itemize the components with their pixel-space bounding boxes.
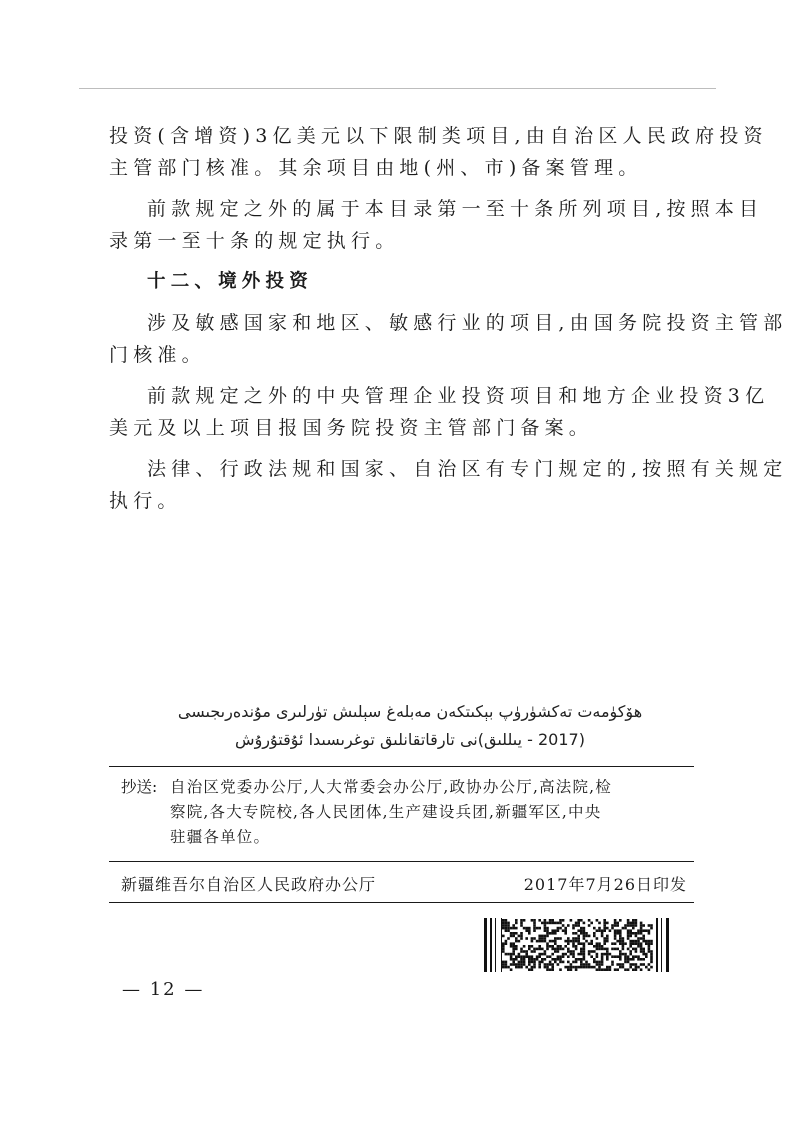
paragraph-gap <box>109 184 694 193</box>
document-body <box>109 120 788 526</box>
issuing-office: 新疆维吾尔自治区人民政府办公厅 <box>121 875 377 894</box>
footer-top-rule <box>109 861 694 862</box>
distribution-line: 察院,各大专院校,各人民团体,生产建设兵团,新疆军区,中央 <box>170 803 602 821</box>
paragraph-gap <box>109 517 694 526</box>
distribution-line: 驻疆各单位。 <box>170 828 271 846</box>
body-line: 投资(含增资)3亿美元以下限制类项目,由自治区人民政府投资 <box>109 125 768 147</box>
section-heading: 十二、境外投资 <box>147 271 313 292</box>
paragraph-gap <box>109 371 694 380</box>
paragraph-gap <box>109 257 694 266</box>
qr-barcode-image <box>484 918 672 972</box>
footer-bottom-rule <box>109 902 694 903</box>
body-line: 涉及敏感国家和地区、敏感行业的项目,由国务院投资主管部 <box>147 312 788 334</box>
distribution-label: 抄送: <box>121 778 158 796</box>
body-line: 门核准。 <box>109 344 206 366</box>
body-line: 录第一至十条的规定执行。 <box>109 230 400 252</box>
distribution-line: 自治区党委办公厅,人大常委会办公厅,政协办公厅,高法院,检 <box>170 778 613 796</box>
header-rule <box>79 88 716 89</box>
paragraph-gap <box>109 444 694 453</box>
uyghur-title-line-1: ھۆكۈمەت تەكشۈرۈپ بېكىتكەن مەبلەغ سېلىش تۈرلىرى مۇندەرىجىسى <box>177 702 643 721</box>
paragraph-gap <box>109 298 694 307</box>
page-number: — 12 — <box>122 979 205 1000</box>
body-line: 法律、行政法规和国家、自治区有专门规定的,按照有关规定 <box>147 458 788 480</box>
uyghur-title-line-2: (2017 - يىللىق)نى تارقاتقانلىق توغرىسىدا ئۇقتۇرۇش <box>235 730 585 749</box>
body-line: 前款规定之外的属于本目录第一至十条所列项目,按照本目 <box>147 198 764 220</box>
body-line: 前款规定之外的中央管理企业投资项目和地方企业投资3亿 <box>147 385 770 407</box>
body-line: 主管部门核准。其余项目由地(州、市)备案管理。 <box>109 157 643 179</box>
issue-date: 2017年7月26日印发 <box>523 875 687 894</box>
body-line: 执行。 <box>109 490 182 512</box>
distribution-top-rule <box>109 766 694 767</box>
body-line: 美元及以上项目报国务院投资主管部门备案。 <box>109 417 594 439</box>
